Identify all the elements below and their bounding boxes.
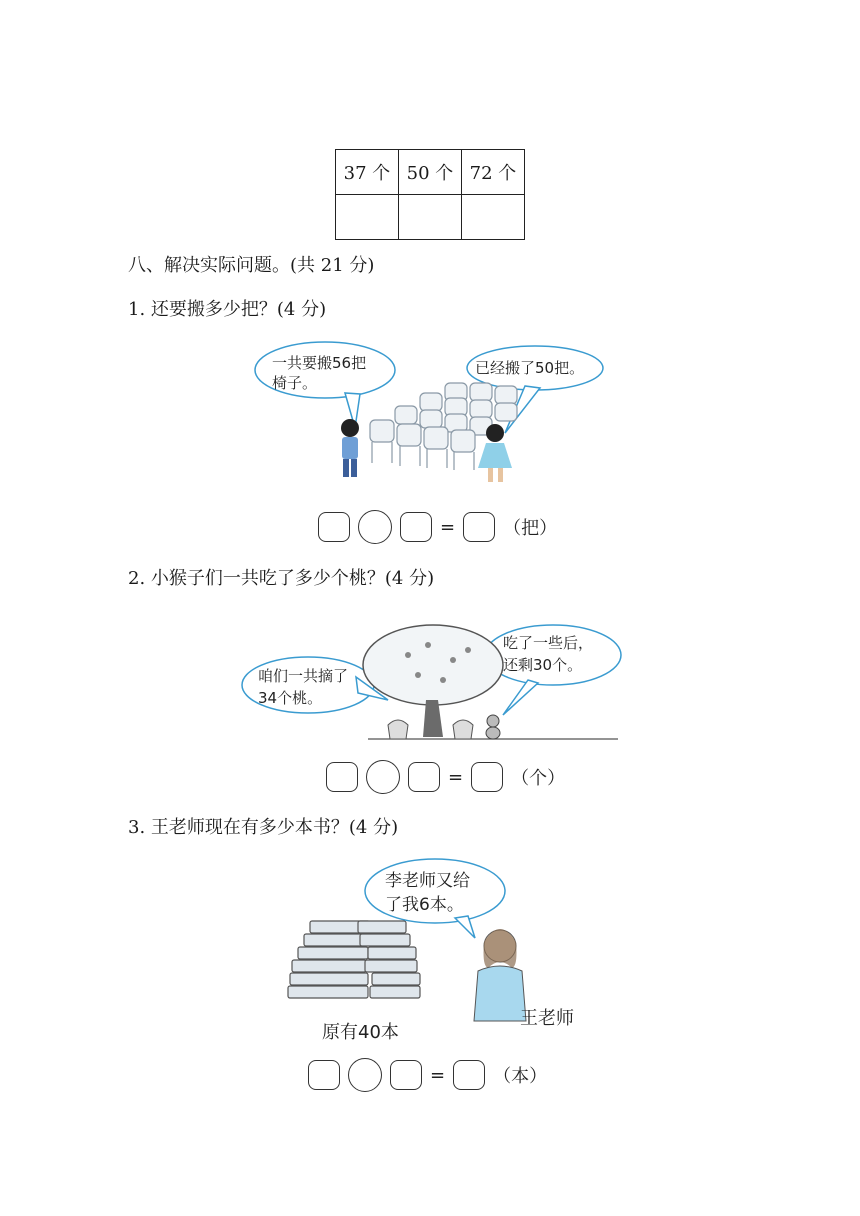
answer-box[interactable] [318, 512, 350, 542]
unit-label: （本） [493, 1066, 548, 1087]
unit-label: （把） [503, 518, 558, 539]
question-3-title: 3. 王老师现在有多少本书？(4 分) [128, 817, 399, 838]
bubble-line: 吃了一些后， [503, 634, 594, 652]
equals-sign: = [448, 766, 464, 788]
bubble-line: 椅子。 [272, 374, 318, 392]
boy-icon [341, 419, 359, 477]
bubble-line: 一共要搬56把 [272, 354, 367, 372]
books-label: 原有40本 [322, 1022, 399, 1043]
question-3-equation [308, 1058, 547, 1092]
answer-box[interactable] [408, 762, 440, 792]
equals-sign: = [440, 516, 456, 538]
answer-box[interactable] [463, 512, 495, 542]
answer-box[interactable] [390, 1060, 422, 1090]
unit-label: （个） [511, 768, 566, 789]
question-2-illustration [238, 615, 628, 745]
bubble-line: 了我6本。 [385, 895, 464, 915]
answer-box[interactable] [400, 512, 432, 542]
operator-circle[interactable] [358, 510, 392, 544]
bubble-line: 李老师又给 [385, 871, 470, 891]
table-answer-cell[interactable] [336, 195, 399, 240]
answer-box[interactable] [308, 1060, 340, 1090]
teacher-icon [474, 929, 526, 1021]
bubble-line: 已经搬了50把。 [475, 359, 585, 377]
question-1-equation [318, 510, 557, 544]
question-2-title: 2. 小猴子们一共吃了多少个桃？(4 分) [128, 568, 435, 589]
question-2-equation [326, 760, 565, 794]
equals-sign: = [430, 1064, 446, 1086]
bubble-line: 还剩30个。 [503, 656, 583, 674]
answer-box[interactable] [326, 762, 358, 792]
table-answer-cell[interactable] [462, 195, 525, 240]
question-1-title: 1. 还要搬多少把？(4 分) [128, 299, 327, 320]
count-table [335, 149, 525, 240]
question-1-illustration [250, 338, 610, 498]
table-header-cell: 72 个 [462, 150, 525, 195]
monkey-icon [486, 715, 500, 739]
bubble-line: 34个桃。 [258, 689, 323, 707]
operator-circle[interactable] [366, 760, 400, 794]
teacher-label: 王老师 [520, 1008, 574, 1029]
table-answer-cell[interactable] [399, 195, 462, 240]
answer-box[interactable] [471, 762, 503, 792]
table-header-cell: 50 个 [399, 150, 462, 195]
answer-box[interactable] [453, 1060, 485, 1090]
speech-bubble-left [255, 342, 395, 428]
bubble-line: 咱们一共摘了 [258, 667, 349, 685]
speech-bubble-right [485, 625, 621, 715]
section-title: 八、解决实际问题。(共 21 分) [128, 255, 375, 276]
operator-circle[interactable] [348, 1058, 382, 1092]
book-stack-icon [288, 921, 420, 998]
table-header-cell: 37 个 [336, 150, 399, 195]
